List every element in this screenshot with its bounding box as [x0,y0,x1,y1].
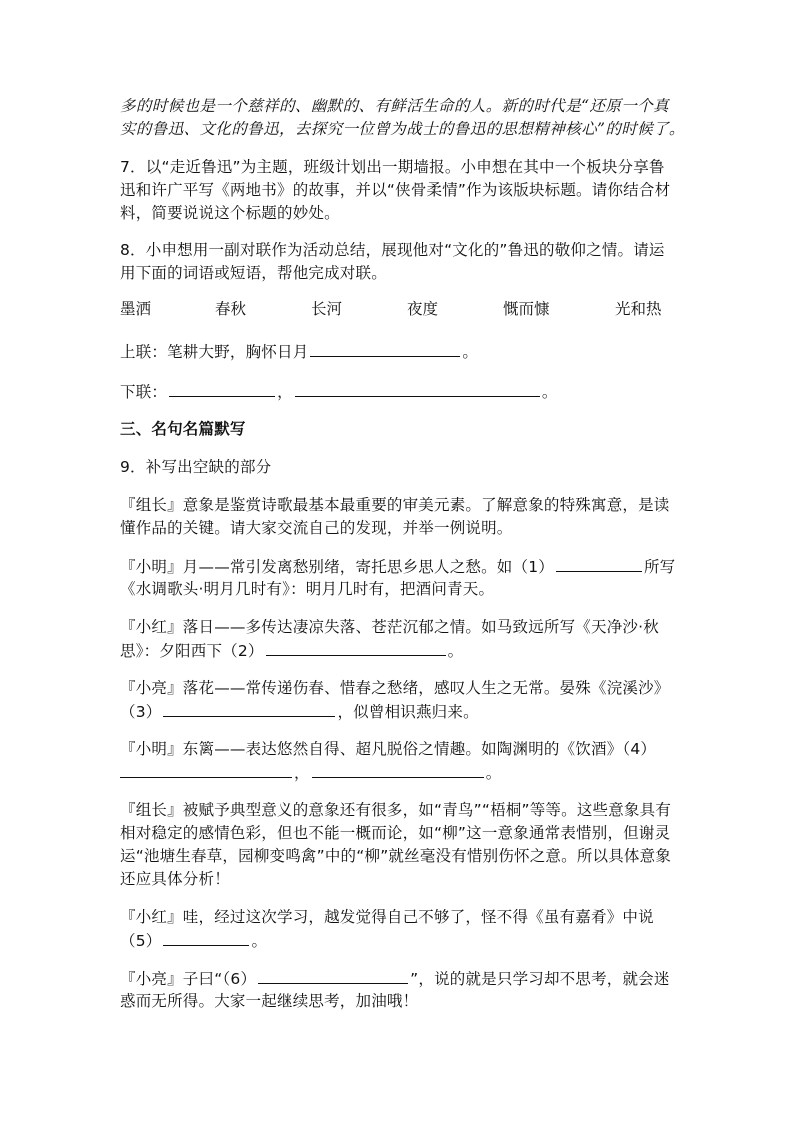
q9-p4-text-end: ，似曾相识燕归来。 [337,703,479,721]
q9-p3-line-1: 『小红』落日——多传达凄凉失落、苍茫沉郁之情。如马致远所写《天净沙·秋 [120,618,659,636]
q9-p5-line-2 [120,762,501,783]
q9-p7-line-1: 『小红』哇，经过这次学习，越发觉得自己不够了，怪不得《虽有嘉肴》中说 [120,908,654,926]
q9-p6-line-3: 运“池塘生春草，园柳变鸣禽”中的“柳”就丝毫没有惜别伤怀之意。所以具体意象 [120,847,672,865]
q7-line-2: 迅和许广平写《两地书》的故事，并以“侠骨柔情”作为该版块标题。请你结合材 [120,181,671,199]
q9-p8-text-end: ”，说的就是只学习却不思考，就会迷 [410,970,670,988]
q8-word-list [0,299,794,319]
q9-p2-line-2: 《水调歌头·明月几时有》：明月几时有，把酒问青天。 [120,580,495,598]
q9-p8-line-1 [120,968,670,989]
q8-word: 慨而慷 [503,300,550,318]
q8-lower-text: 下联： [120,383,168,401]
q7-line-1: 7．以“走近鲁迅”为主题，班级计划出一期墙报。小申想在其中一个板块分享鲁 [120,158,665,176]
q8-lower-blank-2[interactable] [295,381,540,397]
q9-p6-line-2: 相对稳定的感情色彩，但也不能一概而论，如“柳”这一意象通常表惜别，但谢灵 [120,824,671,842]
q9-blank-3[interactable] [163,701,335,717]
q8-lower-couplet [120,381,558,402]
q8-line-1: 8．小申想用一副对联作为活动总结，展现他对“文化的”鲁迅的敬仰之情。请运 [120,241,665,259]
q8-upper-blank[interactable] [310,341,460,357]
q9-blank-2[interactable] [266,640,446,656]
q9-p2-text: 『小明』月——常引发离愁别绪，寄托思乡思人之愁。如（1） [120,558,554,576]
q8-lower-mid: ， [277,383,293,401]
q9-p1-line-2: 懂作品的关键。请大家交流自己的发现，并举一例说明。 [120,519,513,537]
q8-upper-text: 上联：笔耕大野，胸怀日月 [120,343,309,361]
q9-p3-text-end: 。 [447,642,464,660]
intro-line-1: 多的时候也是一个慈祥的、幽默的、有鲜活生命的人。新的时代是“还原一个真 [120,97,669,115]
q8-word: 长河 [311,300,343,318]
q9-p5-line-1: 『小明』东篱——表达悠然自得、超凡脱俗之情趣。如陶渊明的《饮酒》（4） [120,740,657,758]
q9-blank-1[interactable] [556,556,642,572]
q9-p4-text: （3） [120,703,162,721]
q8-lower-blank-1[interactable] [169,381,275,397]
q9-p2-text-end: 所写 [643,558,676,576]
q8-lower-end: 。 [541,383,558,401]
q9-blank-5[interactable] [163,930,249,946]
q8-word: 夜度 [407,300,439,318]
q9-p7-text-end: 。 [251,932,268,950]
q9-p8-line-2: 惑而无所得。大家一起继续思考，加油哦！ [120,992,419,1010]
q9-title: 9．补写出空缺的部分 [120,458,272,476]
q8-upper-couplet [120,341,478,362]
q9-p4-line-2 [120,701,479,722]
q9-blank-4a[interactable] [120,762,292,778]
q9-p5-end: 。 [485,764,502,782]
intro-line-2: 实的鲁迅、文化的鲁迅，去探究一位曾为战士的鲁迅的思想精神核心”的时候了。 [120,120,685,138]
q8-word: 墨洒 [120,300,152,318]
q8-word: 春秋 [215,300,247,318]
q9-p7-text: （5） [120,932,162,950]
section-3-title: 三、名句名篇默写 [120,420,246,438]
q9-p7-line-2 [120,930,267,951]
q9-p3-line-2 [120,640,463,661]
q9-blank-4b[interactable] [312,762,484,778]
q9-blank-6[interactable] [258,968,408,984]
q7-line-3: 料，简要说说这个标题的妙处。 [120,204,340,222]
q9-p6-line-1: 『组长』被赋予典型意义的意象还有很多，如“青鸟”“梧桐”等等。这些意象具有 [120,801,672,819]
q9-p1-line-1: 『组长』意象是鉴赏诗歌最基本最重要的审美元素。了解意象的特殊寓意，是读 [120,496,670,514]
q8-line-2: 用下面的词语或短语，帮他完成对联。 [120,264,387,282]
q9-p5-mid: ， [294,764,310,782]
q9-p8-text: 『小亮』子曰“（6） [120,970,257,988]
q9-p2-line-1 [120,556,675,577]
q9-p6-line-4: 还应具体分析！ [120,870,230,888]
q9-p4-line-1: 『小亮』落花——常传递伤春、惜春之愁绪，感叹人生之无常。晏殊《浣溪沙》 [120,679,670,697]
q8-upper-end: 。 [462,343,479,361]
q8-word: 光和热 [615,300,662,318]
q9-p3-text: 思》：夕阳西下（2） [120,642,264,660]
